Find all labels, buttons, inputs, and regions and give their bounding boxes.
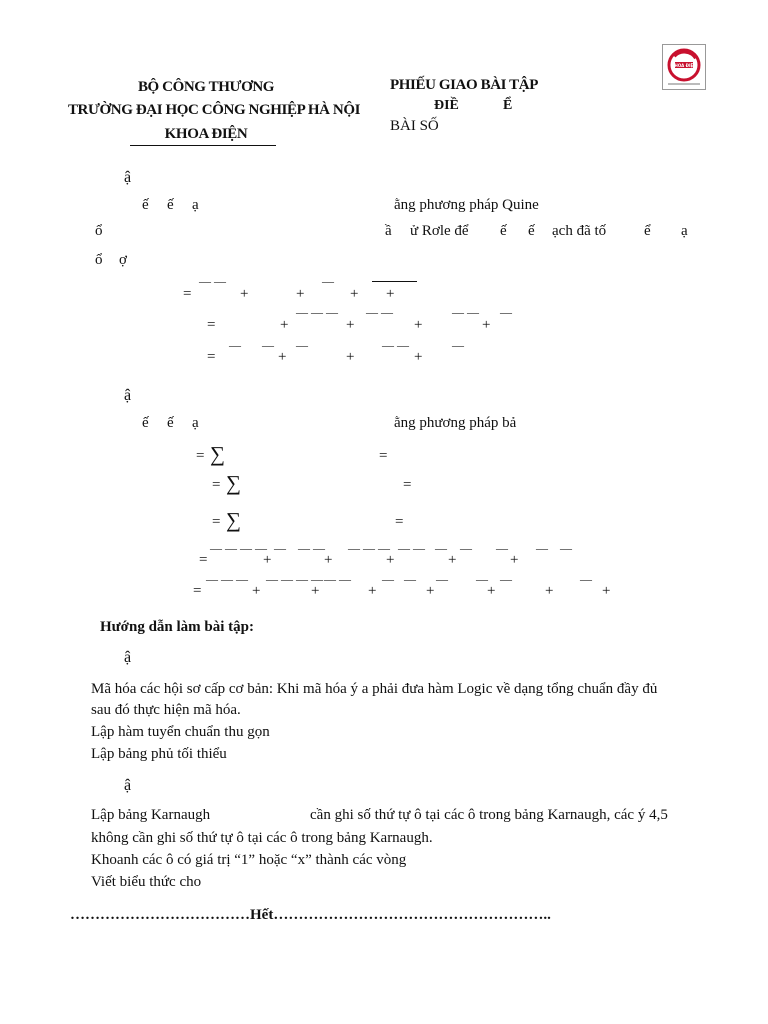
s1-line3-a: ổ <box>95 252 103 268</box>
s2-line1-a: ế <box>142 415 149 431</box>
overline-mark: — <box>496 541 508 555</box>
s1-line2-e2: ế <box>528 223 535 239</box>
sum1-equals: = <box>196 448 205 464</box>
overline-mark: — <box>452 338 464 352</box>
university-name: TRƯỜNG ĐẠI HỌC CÔNG NGHIỆP HÀ NỘI <box>67 102 361 118</box>
eq5-plus: + <box>545 583 554 599</box>
s2-line1-b: ế <box>167 415 174 431</box>
footer-line <box>70 908 551 923</box>
overline-mark: — <box>536 541 548 555</box>
s1-line2-relay: ử Rơle để <box>410 223 469 239</box>
s1-line2-e3: ạch đã tố <box>552 223 607 239</box>
guide-title: Hướng dẫn làm bài tập: <box>100 619 255 635</box>
overline-mark: — <box>229 338 241 352</box>
overline-mark: — <box>500 305 512 319</box>
overline-mark: — <box>560 541 572 555</box>
subject-fragment-1: ĐIỀ <box>434 98 459 113</box>
overline-mark: — — — — <box>210 541 267 555</box>
eq4-equals: = <box>199 552 208 568</box>
s1-line1-c: ạ <box>192 197 199 213</box>
s1-line1-b: ế <box>167 197 174 213</box>
overline-mark: — — <box>452 305 479 319</box>
eq1-plus: + <box>240 286 249 302</box>
overline-mark: — — <box>266 572 293 586</box>
overline-mark: — <box>476 572 488 586</box>
eq2-plus: + <box>346 317 355 333</box>
overline-mark: — <box>580 572 592 586</box>
eq4-plus: + <box>263 552 272 568</box>
section1-heading: ậ <box>124 169 132 186</box>
eq5-equals: = <box>193 583 202 599</box>
overline-mark: — <box>404 572 416 586</box>
sum3-sigma: ∑ <box>226 508 241 532</box>
guide-p2-line2: không cần ghi số thứ tự ô tại các ô trong bảng Karnaugh. <box>91 830 433 846</box>
ministry-name: BỘ CÔNG THƯƠNG <box>137 79 275 95</box>
s1-line1-end: ằng phương pháp Quine <box>394 197 539 213</box>
overline-bar <box>372 281 417 282</box>
eq1-plus: + <box>296 286 305 302</box>
sum1-equals-right: = <box>379 448 388 464</box>
overline-mark: — <box>322 274 334 288</box>
overline-mark: — <box>274 541 286 555</box>
eq2-plus: + <box>482 317 491 333</box>
eq2-plus: + <box>414 317 423 333</box>
logo-text: KHOA ĐIỆN <box>671 63 697 68</box>
sum1-sigma: ∑ <box>210 442 225 466</box>
eq3-plus: + <box>278 349 287 365</box>
guide-p2-line3: Khoanh các ô có giá trị “1” hoặc “x” thành các vòng <box>91 852 407 868</box>
footer-left-dots: ……………………………… <box>70 907 250 923</box>
eq5-plus: + <box>487 583 496 599</box>
eq1-plus: + <box>350 286 359 302</box>
overline-mark: — <box>262 338 274 352</box>
eq4-plus: + <box>386 552 395 568</box>
overline-mark: — — <box>398 541 425 555</box>
guide-p1-line2: sau đó thực hiện mã hóa. <box>91 702 241 718</box>
s1-line2-start: ổ <box>95 223 103 239</box>
sum3-equals: = <box>212 514 221 530</box>
overline-mark: — — <box>324 572 351 586</box>
exercise-number: BÀI SỐ <box>390 118 439 134</box>
overline-mark: — <box>436 572 448 586</box>
eq4-plus: + <box>510 552 519 568</box>
eq4-plus: + <box>324 552 333 568</box>
eq5-plus: + <box>311 583 320 599</box>
footer-end-word: Hết <box>250 907 274 923</box>
overline-mark: — — — <box>296 305 338 319</box>
eq5-plus: + <box>602 583 611 599</box>
guide-p2-line4: Viết biểu thức cho <box>91 874 202 890</box>
faculty-name: KHOA ĐIỆN <box>164 126 248 142</box>
s1-line2-mid: ầ <box>385 223 392 239</box>
subject-fragment-2: Ể <box>503 98 513 113</box>
faculty-underline <box>130 145 276 146</box>
eq1-plus: + <box>386 286 395 302</box>
overline-mark: — — <box>366 305 393 319</box>
guide-p1-line4: Lập bảng phủ tối thiểu <box>91 746 227 762</box>
s2-line1-end: ằng phương pháp bả <box>394 415 517 431</box>
s2-line1-c: ạ <box>192 415 199 431</box>
guide-p1-line3: Lập hàm tuyển chuẩn thu gọn <box>91 724 270 740</box>
eq5-plus: + <box>426 583 435 599</box>
guide-heading-2: ậ <box>124 777 132 794</box>
overline-mark: — <box>460 541 472 555</box>
eq3-plus: + <box>346 349 355 365</box>
eq3-equals: = <box>207 349 216 365</box>
sum3-equals-right: = <box>395 514 404 530</box>
guide-heading-1: ậ <box>124 649 132 666</box>
overline-mark: — — — <box>348 541 390 555</box>
overline-mark: — <box>435 541 447 555</box>
faculty-logo <box>662 44 706 90</box>
eq2-equals: = <box>207 317 216 333</box>
overline-mark: — <box>382 572 394 586</box>
eq5-plus: + <box>368 583 377 599</box>
section2-heading: ậ <box>124 387 132 404</box>
s1-line2-e4: ể <box>644 223 651 239</box>
guide-p2-line1b: cần ghi số thứ tự ô tại các ô trong bảng Karnaugh, các ý 4,5 <box>310 807 668 823</box>
sum2-equals-right: = <box>403 477 412 493</box>
overline-mark: — <box>500 572 512 586</box>
s1-line2-e1: ế <box>500 223 507 239</box>
overline-mark: — — <box>199 274 226 288</box>
eq1-equals: = <box>183 286 192 302</box>
eq2-plus: + <box>280 317 289 333</box>
guide-p2-line1a: Lập bảng Karnaugh <box>91 807 211 823</box>
overline-mark: — — <box>296 572 323 586</box>
s1-line3-b: ợ <box>119 252 127 268</box>
overline-mark: — — <box>298 541 325 555</box>
footer-right-dots: ……………………………………………….. <box>273 907 551 923</box>
sheet-title: PHIẾU GIAO BÀI TẬP <box>390 77 538 93</box>
eq5-plus: + <box>252 583 261 599</box>
overline-mark: — <box>296 338 308 352</box>
sum2-sigma: ∑ <box>226 471 241 495</box>
overline-mark: — — <box>382 338 409 352</box>
s1-line2-e5: ạ <box>681 223 688 239</box>
overline-mark: — — — <box>206 572 248 586</box>
eq4-plus: + <box>448 552 457 568</box>
s1-line1-a: ế <box>142 197 149 213</box>
guide-p1-line1: Mã hóa các hội sơ cấp cơ bản: Khi mã hóa ý a phải đưa hàm Logic về dạng tổng chuẩn đầy đủ <box>91 681 658 697</box>
sum2-equals: = <box>212 477 221 493</box>
eq3-plus: + <box>414 349 423 365</box>
